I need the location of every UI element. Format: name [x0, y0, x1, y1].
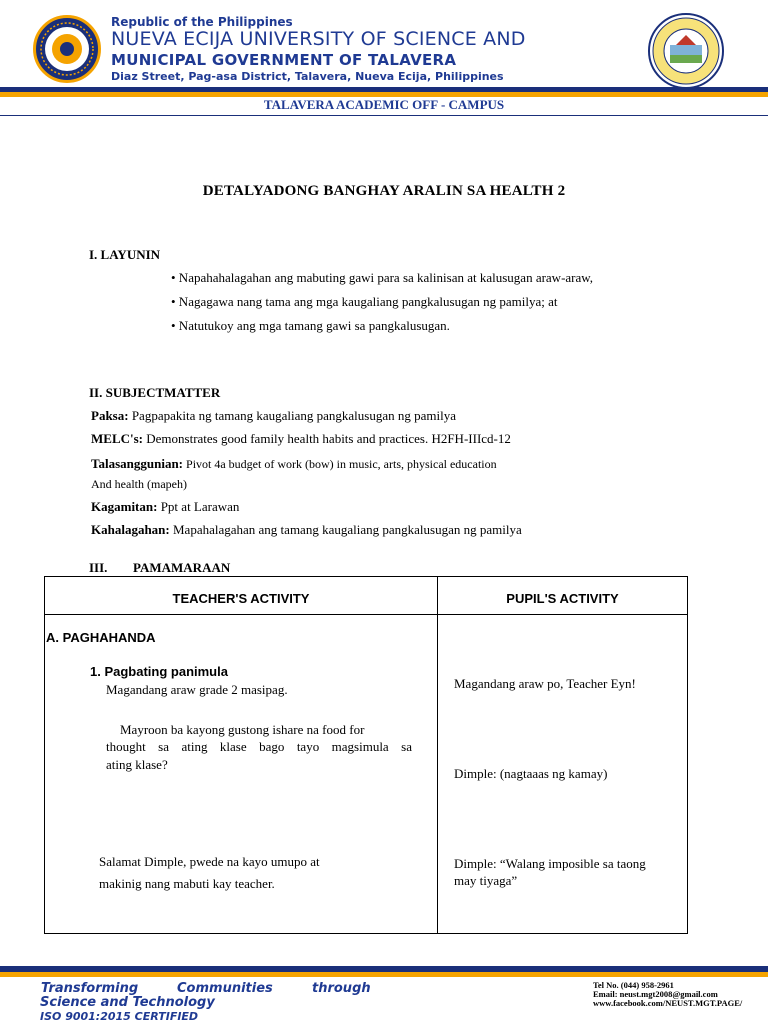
- pamamaraan-number: III.: [89, 560, 108, 575]
- address-line: Diaz Street, Pag-asa District, Talavera, Nueva Ecija, Philippines: [111, 70, 504, 83]
- slogan-line-2: Science and Technology: [40, 995, 215, 1010]
- university-name: NUEVA ECIJA UNIVERSITY OF SCIENCE AND: [111, 28, 526, 50]
- footer-facebook: www.facebook.com/NEUST.MGT.PAGE/: [593, 998, 743, 1008]
- teacher-column-header: TEACHER'S ACTIVITY: [172, 591, 310, 606]
- teacher-line: thought sa ating klase bago tayo magsimula sa: [106, 739, 412, 754]
- neust-seal-icon: [33, 15, 101, 83]
- pupil-line: Dimple: (nagtaaas ng kamay): [454, 766, 608, 781]
- teacher-line: makinig nang mabuti kay teacher.: [99, 876, 275, 891]
- teacher-line: ating klase?: [106, 757, 168, 772]
- table-header-divider: [45, 614, 687, 615]
- campus-underline: [0, 115, 768, 116]
- kagamitan-label: Kagamitan:: [91, 499, 158, 514]
- paksa-label: Paksa:: [91, 408, 129, 423]
- teacher-line: Mayroon ba kayong gustong ishare na food for: [120, 722, 365, 737]
- kahalagahan-value: Mapahalagahan ang tamang kaugaliang pangkalusugan ng pamilya: [169, 522, 522, 537]
- footer-band-orange: [0, 972, 768, 977]
- subsection-pagbati: 1. Pagbating panimula: [90, 664, 228, 679]
- teacher-line: Salamat Dimple, pwede na kayo umupo at: [99, 854, 320, 869]
- melc-value: Demonstrates good family health habits and practices. H2FH-IIIcd-12: [143, 431, 511, 446]
- talasanggunian-label: Talasanggunian:: [91, 456, 184, 471]
- pamamaraan-heading: PAMAMARAAN: [133, 560, 231, 575]
- talasanggunian-row: [91, 456, 497, 472]
- pupil-column-header: PUPIL'S ACTIVITY: [506, 591, 619, 606]
- footer-tel: Tel No. (044) 958-2961: [593, 980, 674, 990]
- section-paghahanda: A. PAGHAHANDA: [46, 630, 156, 645]
- melc-label: MELC's:: [91, 431, 143, 446]
- document-title: DETALYADONG BANGHAY ARALIN SA HEALTH 2: [202, 183, 566, 199]
- kagamitan-value: Ppt at Larawan: [157, 499, 240, 514]
- republic-label: Republic of the Philippines: [111, 15, 293, 29]
- table-column-divider: [437, 577, 438, 933]
- layunin-item: • Nagagawa nang tama ang mga kaugaliang pangkalusugan ng pamilya; at: [171, 294, 558, 309]
- pupil-line: may tiyaga”: [454, 873, 518, 888]
- subject-heading: II. SUBJECTMATTER: [89, 385, 221, 400]
- municipal-name: MUNICIPAL GOVERNMENT OF TALAVERA: [111, 51, 457, 69]
- layunin-item: • Napahahalagahan ang mabuting gawi para sa kalinisan at kalusugan araw-araw,: [171, 270, 594, 285]
- slogan-word: Transforming: [41, 981, 139, 996]
- campus-label: TALAVERA ACADEMIC OFF - CAMPUS: [263, 97, 505, 112]
- slogan-word: through: [312, 981, 371, 996]
- pupil-line: Magandang araw po, Teacher Eyn!: [454, 676, 636, 691]
- kahalagahan-label: Kahalagahan:: [91, 522, 170, 537]
- pupil-line: Dimple: “Walang imposible sa taong: [454, 856, 646, 871]
- slogan-word: Communities: [177, 981, 273, 996]
- activity-table: [44, 576, 688, 934]
- melc-row: [91, 431, 511, 447]
- footer-email: Email: neust.mgt2008@gmail.com: [593, 989, 718, 999]
- paksa-row: [91, 408, 456, 424]
- talasanggunian-value: Pivot 4a budget of work (bow) in music, arts, physical education: [183, 457, 497, 471]
- kahalagahan-row: [91, 522, 522, 538]
- talavera-seal-icon: [648, 13, 724, 89]
- talasanggunian-continued: And health (mapeh): [91, 477, 187, 491]
- kagamitan-row: [91, 499, 239, 515]
- layunin-heading: I. LAYUNIN: [89, 247, 161, 262]
- paksa-value: Pagpapakita ng tamang kaugaliang pangkalusugan ng pamilya: [128, 408, 456, 423]
- iso-certified: ISO 9001:2015 CERTIFIED: [40, 1010, 199, 1023]
- teacher-line: Magandang araw grade 2 masipag.: [106, 682, 288, 697]
- layunin-item: • Natutukoy ang mga tamang gawi sa pangkalusugan.: [171, 318, 450, 333]
